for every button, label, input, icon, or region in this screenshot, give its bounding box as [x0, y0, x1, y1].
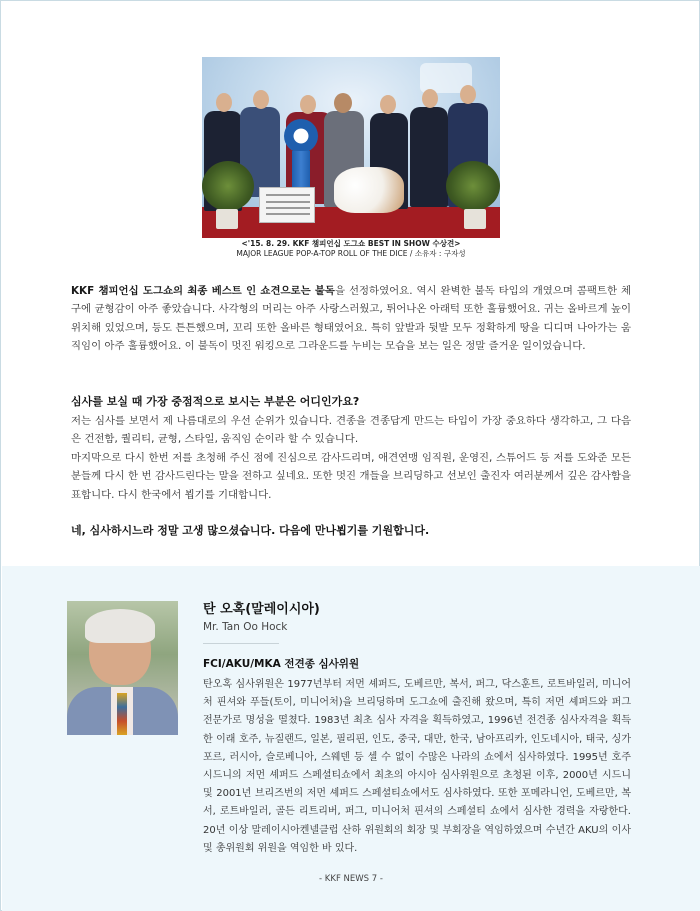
page-footer: - KKF NEWS 7 - [319, 874, 383, 884]
photo-person-head [334, 93, 352, 113]
best-in-show-photo [202, 57, 500, 238]
photo-person [410, 107, 448, 207]
intro-text: 을 선정하였어요. 역시 완벽한 불독 타입의 개였으며 콤팩트한 체구에 균형감이 아주 좋았습니다. 사각형의 머리는 아주 사랑스러웠고, 튀어나온 아래턱 또한 훌륭했어요. 귀는 올바르게 높이 위치해 있었으며, 등도 튼튼했으며, 꼬리 또한 올바른 형태였어요. 특히 앞발과 뒷발 모두 정확하게 땅을 디디며 나아가는 움직임이 아주 훌륭했어요. 이 불독이 멋진 워킹으로 그라운드를 누비는 모습을 보는 일은 정말 즐거운 일이었습니다. [71, 285, 631, 353]
photo-caption-subtitle: MAJOR LEAGUE POP-A-TOP ROLL OF THE DICE / 소유자 : 구자성 [236, 249, 466, 258]
photo-person-head [216, 93, 232, 112]
photo-person-head [380, 95, 396, 114]
flower-plant-left [202, 161, 254, 211]
photo-caption [201, 239, 501, 259]
best-in-show-board [259, 187, 315, 223]
flower-pot-left [216, 209, 238, 229]
answer-paragraph-1: 저는 심사를 보면서 제 나름대로의 우선 순위가 있습니다. 견종을 견종답게 만드는 타입이 가장 중요하다 생각하고, 그 다음은 건전함, 퀄리티, 균형, 스타일, 움직임 순이라 할 수 있습니다. [71, 415, 631, 446]
judge-name-korean: 탄 오혹(말레이시아) [203, 602, 320, 617]
interview-question: 심사를 보실 때 가장 중점적으로 보시는 부분은 어디인가요? [71, 395, 360, 408]
judge-biography: 탄오혹 심사위원은 1977년부터 저먼 셰퍼드, 도베르만, 복서, 퍼그, 닥스훈트, 로트바일러, 미니어처 핀셔와 푸들(토이, 미니어처)을 브리딩하며 도그쇼에 출진해 왔으며, 특히 저먼 셰퍼드와 퍼그 전문가로 명성을 떨쳤다. 1983년 최초 심사 자격을 획득하였고, 1996년 전견종 심사자격을 획득한 이래 호주, 뉴질랜드, 일본, 필리핀, 인도, 중국, 대만, 한국, 남아프리카, 인도네시아, 태국, 싱가포르, 러시아, 슬로베니아, 스웨덴 등 셀 수 없이 수많은 나라의 쇼에서 심사하였다. 1995년 호주 시드니의 저먼 셰퍼드 스페셜티쇼에서 최초의 아시아 심사위원으로 초청된 이후, 2000년 시드니 및 2001년 브리즈번의 저먼 셰퍼드 스페셜티쇼에서도 심사하였다. 또한 포메라니언, 도베르만, 복서, 로트바일러, 골든 리트리버, 퍼그, 미니어처 핀셔의 스페셜티 쇼에서 심사한 경력을 자랑한다. 20년 이상 말레이시아켄넬클럽 산하 위원회의 회장 및 부회장을 역임하였으며 수년간 AKU의 이사 및 총위원회 위원을 역임한 바 있다. [203, 679, 631, 854]
intro-bold-text: KKF 챔피언십 도그쇼의 최종 베스트 인 쇼견으로는 불독 [71, 285, 335, 297]
closing-remark: 네, 심사하시느라 정말 고생 많으셨습니다. 다음에 만나뵙기를 기원합니다. [71, 524, 430, 537]
photo-person-head [253, 90, 269, 109]
judge-portrait [67, 601, 178, 735]
flower-pot-right [464, 209, 486, 229]
name-divider [203, 643, 279, 644]
judge-name-english: Mr. Tan Oo Hock [203, 621, 288, 633]
judge-role: FCI/AKU/MKA 전견종 심사위원 [203, 658, 360, 670]
photo-person-head [460, 85, 476, 104]
flower-plant-right [446, 161, 500, 211]
photo-caption-title: <'15. 8. 29. KKF 챔피언십 도그쇼 BEST IN SHOW 수상견> [241, 239, 461, 248]
photo-person-head [300, 95, 316, 114]
rosette-icon [284, 119, 318, 153]
photo-person-head [422, 89, 438, 108]
bulldog-image [334, 167, 404, 213]
answer-paragraph-2: 마지막으로 다시 한번 저를 초청해 주신 점에 진심으로 감사드리며, 애견연맹 임직원, 운영진, 스튜어드 등 저를 도와준 모든 분들께 다시 한 번 감사드린다는 말을 전하고 싶네요. 또한 멋진 개들을 브리딩하고 선보인 출진자 여러분께서 깊은 감사함을 표합니다. 다시 한국에서 뵙기를 기대합니다. [71, 452, 631, 501]
intro-paragraph [71, 282, 631, 356]
